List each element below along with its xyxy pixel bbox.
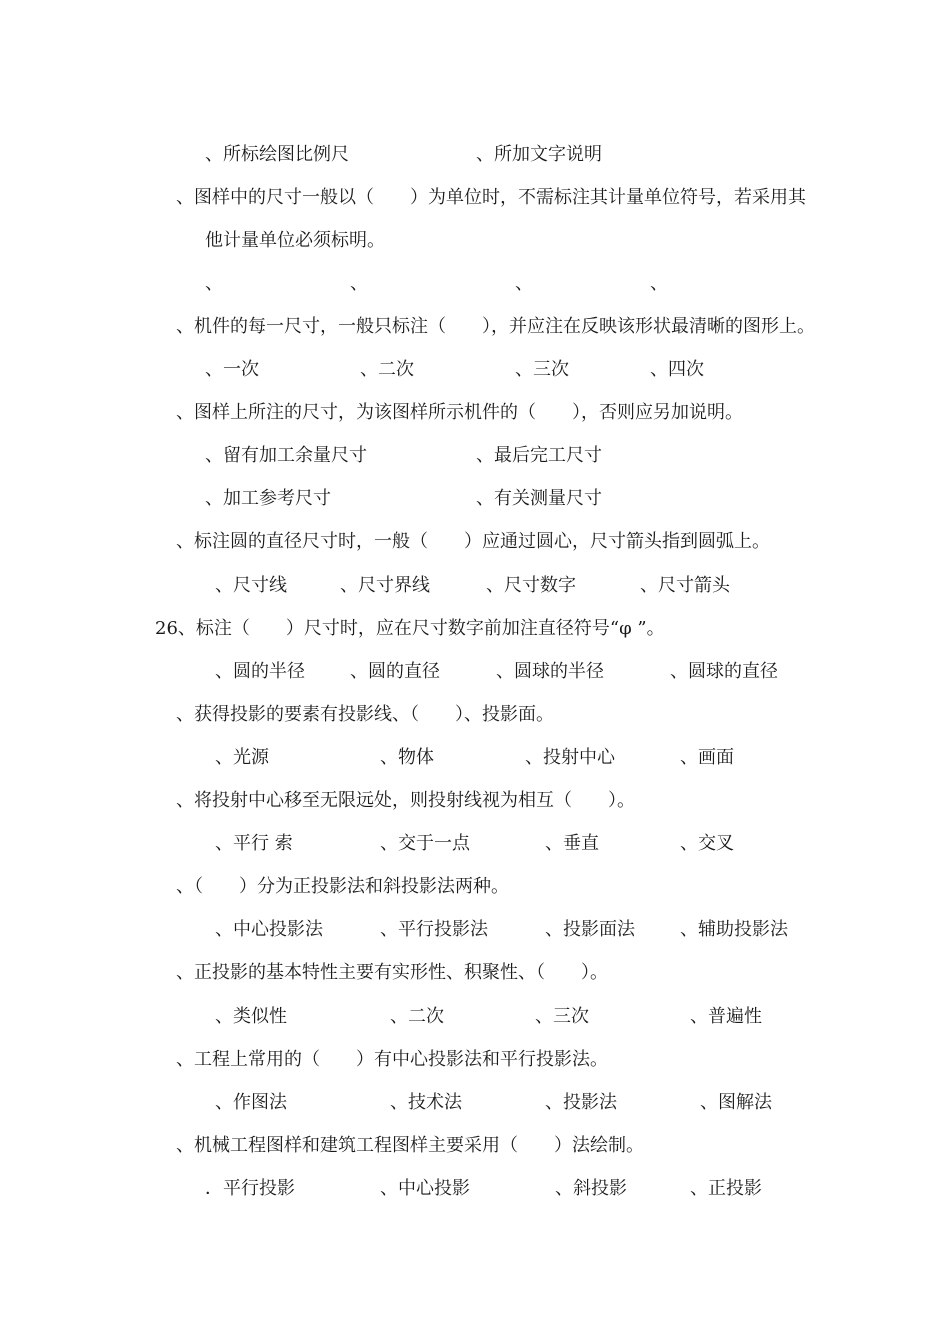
option-text: 、作图法 [215, 1092, 287, 1113]
option-text: 、平行 索 [215, 833, 293, 854]
option-text: 、尺寸线 [215, 575, 287, 596]
option-text: 、普遍性 [690, 1006, 762, 1027]
option-text: 、辅助投影法 [680, 919, 788, 940]
option-text: 、物体 [380, 747, 434, 768]
option-text: 、投影法 [545, 1092, 617, 1113]
option-text: 、交叉 [680, 833, 734, 854]
option-text: 、三次 [515, 359, 569, 380]
option-text: 、留有加工余量尺寸 [205, 445, 367, 466]
option-text: 、最后完工尺寸 [476, 445, 602, 466]
option-text: 、圆球的半径 [496, 661, 604, 682]
question-text: 、机件的每一尺寸，一般只标注（ ），并应注在反映该形状最清晰的图形上。 [176, 316, 815, 337]
question-text: 、将投射中心移至无限远处，则投射线视为相互（ ）。 [176, 790, 635, 811]
option-text: 、斜投影 [555, 1178, 627, 1199]
question-text: 、图样上所注的尺寸，为该图样所示机件的（ ），否则应另加说明。 [176, 402, 743, 423]
question-text: 、正投影的基本特性主要有实形性、积聚性、（ ）。 [176, 962, 608, 983]
option-text: ．平行投影 [205, 1178, 295, 1199]
question-text: 、工程上常用的（ ）有中心投影法和平行投影法。 [176, 1049, 608, 1070]
option-text: 、圆的半径 [215, 661, 305, 682]
option-text: 、二次 [390, 1006, 444, 1027]
option-text: 、二次 [360, 359, 414, 380]
option-text: 、 [350, 273, 368, 294]
option-text: 、圆球的直径 [670, 661, 778, 682]
option-text: 、一次 [205, 359, 259, 380]
option-text: 、所加文字说明 [476, 144, 602, 165]
option-text: 、投影面法 [545, 919, 635, 940]
question-text: 、获得投影的要素有投影线、（ ）、投影面。 [176, 704, 554, 725]
option-text: 、加工参考尺寸 [205, 488, 331, 509]
option-text: 、中心投影法 [215, 919, 323, 940]
option-text: 、交于一点 [380, 833, 470, 854]
option-text: 、画面 [680, 747, 734, 768]
question-text: 、（ ）分为正投影法和斜投影法两种。 [176, 876, 509, 897]
option-text: 、光源 [215, 747, 269, 768]
option-text: 、三次 [535, 1006, 589, 1027]
option-text: 、圆的直径 [350, 661, 440, 682]
question-text: 、机械工程图样和建筑工程图样主要采用（ ）法绘制。 [176, 1135, 644, 1156]
option-text: 、 [650, 273, 668, 294]
question-text: 26、标注（ ）尺寸时，应在尺寸数字前加注直径符号“φ ”。 [155, 618, 665, 639]
option-text: 、图解法 [700, 1092, 772, 1113]
option-text: 、 [515, 273, 533, 294]
option-text: 、平行投影法 [380, 919, 488, 940]
option-text: 、技术法 [390, 1092, 462, 1113]
question-text-continued: 他计量单位必须标明。 [205, 230, 385, 251]
option-text: 、尺寸界线 [340, 575, 430, 596]
option-text: 、垂直 [545, 833, 599, 854]
question-text: 、标注圆的直径尺寸时，一般（ ）应通过圆心，尺寸箭头指到圆弧上。 [176, 531, 770, 552]
option-text: 、尺寸箭头 [640, 575, 730, 596]
option-text: 、正投影 [690, 1178, 762, 1199]
question-text: 、图样中的尺寸一般以（ ）为单位时，不需标注其计量单位符号，若采用其 [176, 187, 806, 208]
option-text: 、尺寸数字 [486, 575, 576, 596]
option-text: 、四次 [650, 359, 704, 380]
option-text: 、类似性 [215, 1006, 287, 1027]
option-text: 、 [205, 273, 223, 294]
option-text: 、所标绘图比例尺 [205, 144, 349, 165]
option-text: 、中心投影 [380, 1178, 470, 1199]
option-text: 、投射中心 [525, 747, 615, 768]
option-text: 、有关测量尺寸 [476, 488, 602, 509]
